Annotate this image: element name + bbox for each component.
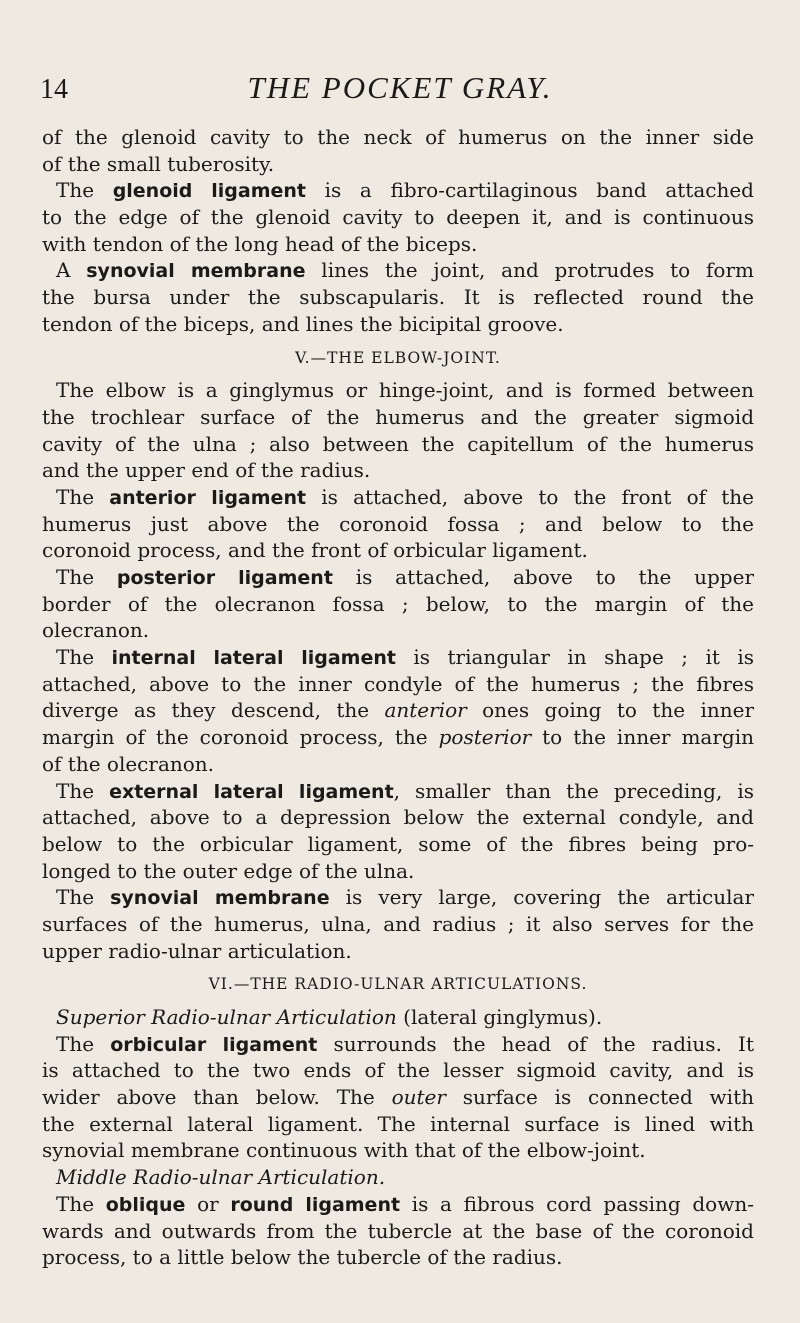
text-line: surfaces of the humerus, ulna, and radius ; it also serves for the xyxy=(42,911,754,936)
text-line: upper radio-ulnar articulation. xyxy=(42,938,352,963)
text-line: margin of the coronoid process, the posterior to the inner margin xyxy=(42,725,754,750)
text-line: longed to the outer edge of the ulna. xyxy=(42,858,415,883)
term-glenoid-ligament: glenoid ligament xyxy=(112,180,307,203)
text-line: of the small tuberosity. xyxy=(42,151,275,176)
text-line: The orbicular ligament surrounds the head of the radius. It xyxy=(56,1031,754,1056)
text-line: with tendon of the long head of the biceps. xyxy=(42,231,478,256)
term-synovial-membrane-elbow: synovial membrane xyxy=(110,887,330,910)
term-oblique: oblique xyxy=(105,1193,186,1216)
term-posterior: posterior xyxy=(438,725,532,750)
subheading-superior-radio-ulnar: Superior Radio-ulnar Articulation xyxy=(56,1005,397,1029)
text-line: The posterior ligament is attached, above to the upper xyxy=(56,565,754,589)
text-line: and the upper end of the radius. xyxy=(42,458,371,483)
text-line: process, to a little below the tubercle of the radius. xyxy=(42,1245,563,1270)
text-line: of the olecranon. xyxy=(42,751,215,776)
term-round-ligament: round ligament xyxy=(230,1193,401,1216)
text-line: The internal lateral ligament is triangular in shape ; it is xyxy=(56,645,754,670)
section-heading-radio-ulnar: VI.—THE RADIO-ULNAR ARTICULATIONS. xyxy=(208,975,588,994)
text-line: below to the orbicular ligament, some of the fibres being pro- xyxy=(42,831,754,856)
text-line: attached, above to the inner condyle of the humerus ; the fibres xyxy=(42,671,754,696)
body-text xyxy=(42,124,754,1271)
term-anterior-ligament: anterior ligament xyxy=(109,486,307,509)
section-heading-elbow-joint: V.—THE ELBOW-JOINT. xyxy=(295,348,501,367)
text-line: The elbow is a ginglymus or hinge-joint, and is formed between xyxy=(56,378,754,403)
term-anterior: anterior xyxy=(384,698,467,723)
text-line: synovial membrane continuous with that of the elbow-joint. xyxy=(42,1138,646,1163)
text-line: to the edge of the glenoid cavity to deepen it, and is continuous xyxy=(42,205,754,230)
text-line: The oblique or round ligament is a fibrous cord passing down- xyxy=(56,1191,754,1216)
text-line: tendon of the biceps, and lines the bicipital groove. xyxy=(42,311,564,336)
text-line: A synovial membrane lines the joint, and protrudes to form xyxy=(56,258,754,283)
text-line: coronoid process, and the front of orbicular ligament. xyxy=(42,538,588,563)
text-line: The glenoid ligament is a fibro-cartilaginous band attached xyxy=(56,178,754,203)
text-line: attached, above to a depression below the external condyle, and xyxy=(42,805,754,830)
text-line: of the glenoid cavity to the neck of humerus on the inner side xyxy=(42,125,754,149)
text-line: Superior Radio-ulnar Articulation (lateral ginglymus). xyxy=(56,1005,603,1029)
text-line: The anterior ligament is attached, above to the front of the xyxy=(56,484,754,509)
text-line: The synovial membrane is very large, covering the articular xyxy=(56,885,754,910)
page-number: 14 xyxy=(40,74,68,105)
text-line: the bursa under the subscapularis. It is reflected round the xyxy=(42,285,754,310)
text-line: wider above than below. The outer surface is connected with xyxy=(42,1085,754,1110)
term-synovial-membrane: synovial membrane xyxy=(86,260,306,283)
term-internal-lateral-ligament: internal lateral ligament xyxy=(111,647,396,670)
text-line: diverge as they descend, the anterior ones going to the inner xyxy=(42,698,754,723)
text-line: is attached to the two ends of the lesser sigmoid cavity, and is xyxy=(42,1058,754,1083)
text-line: The external lateral ligament, smaller than the preceding, is xyxy=(56,778,754,803)
text-line: humerus just above the coronoid fossa ; and below to the xyxy=(42,511,754,536)
text-line: the trochlear surface of the humerus and the greater sigmoid xyxy=(42,404,754,429)
subheading-middle-radio-ulnar: Middle Radio-ulnar Articulation. xyxy=(56,1165,386,1190)
term-posterior-ligament: posterior ligament xyxy=(116,567,333,589)
text-line: border of the olecranon fossa ; below, to the margin of the xyxy=(42,591,754,616)
text-line: olecranon. xyxy=(42,618,150,643)
text-line: wards and outwards from the tubercle at the base of the coronoid xyxy=(42,1218,754,1243)
text-line: cavity of the ulna ; also between the capitellum of the humerus xyxy=(42,431,754,456)
term-orbicular-ligament: orbicular ligament xyxy=(110,1033,318,1056)
text-line: the external lateral ligament. The internal surface is lined with xyxy=(42,1111,754,1136)
running-title: THE POCKET GRAY. xyxy=(247,70,553,105)
term-external-lateral-ligament: external lateral ligament xyxy=(109,780,394,803)
running-head xyxy=(0,70,800,110)
term-outer: outer xyxy=(391,1085,446,1110)
